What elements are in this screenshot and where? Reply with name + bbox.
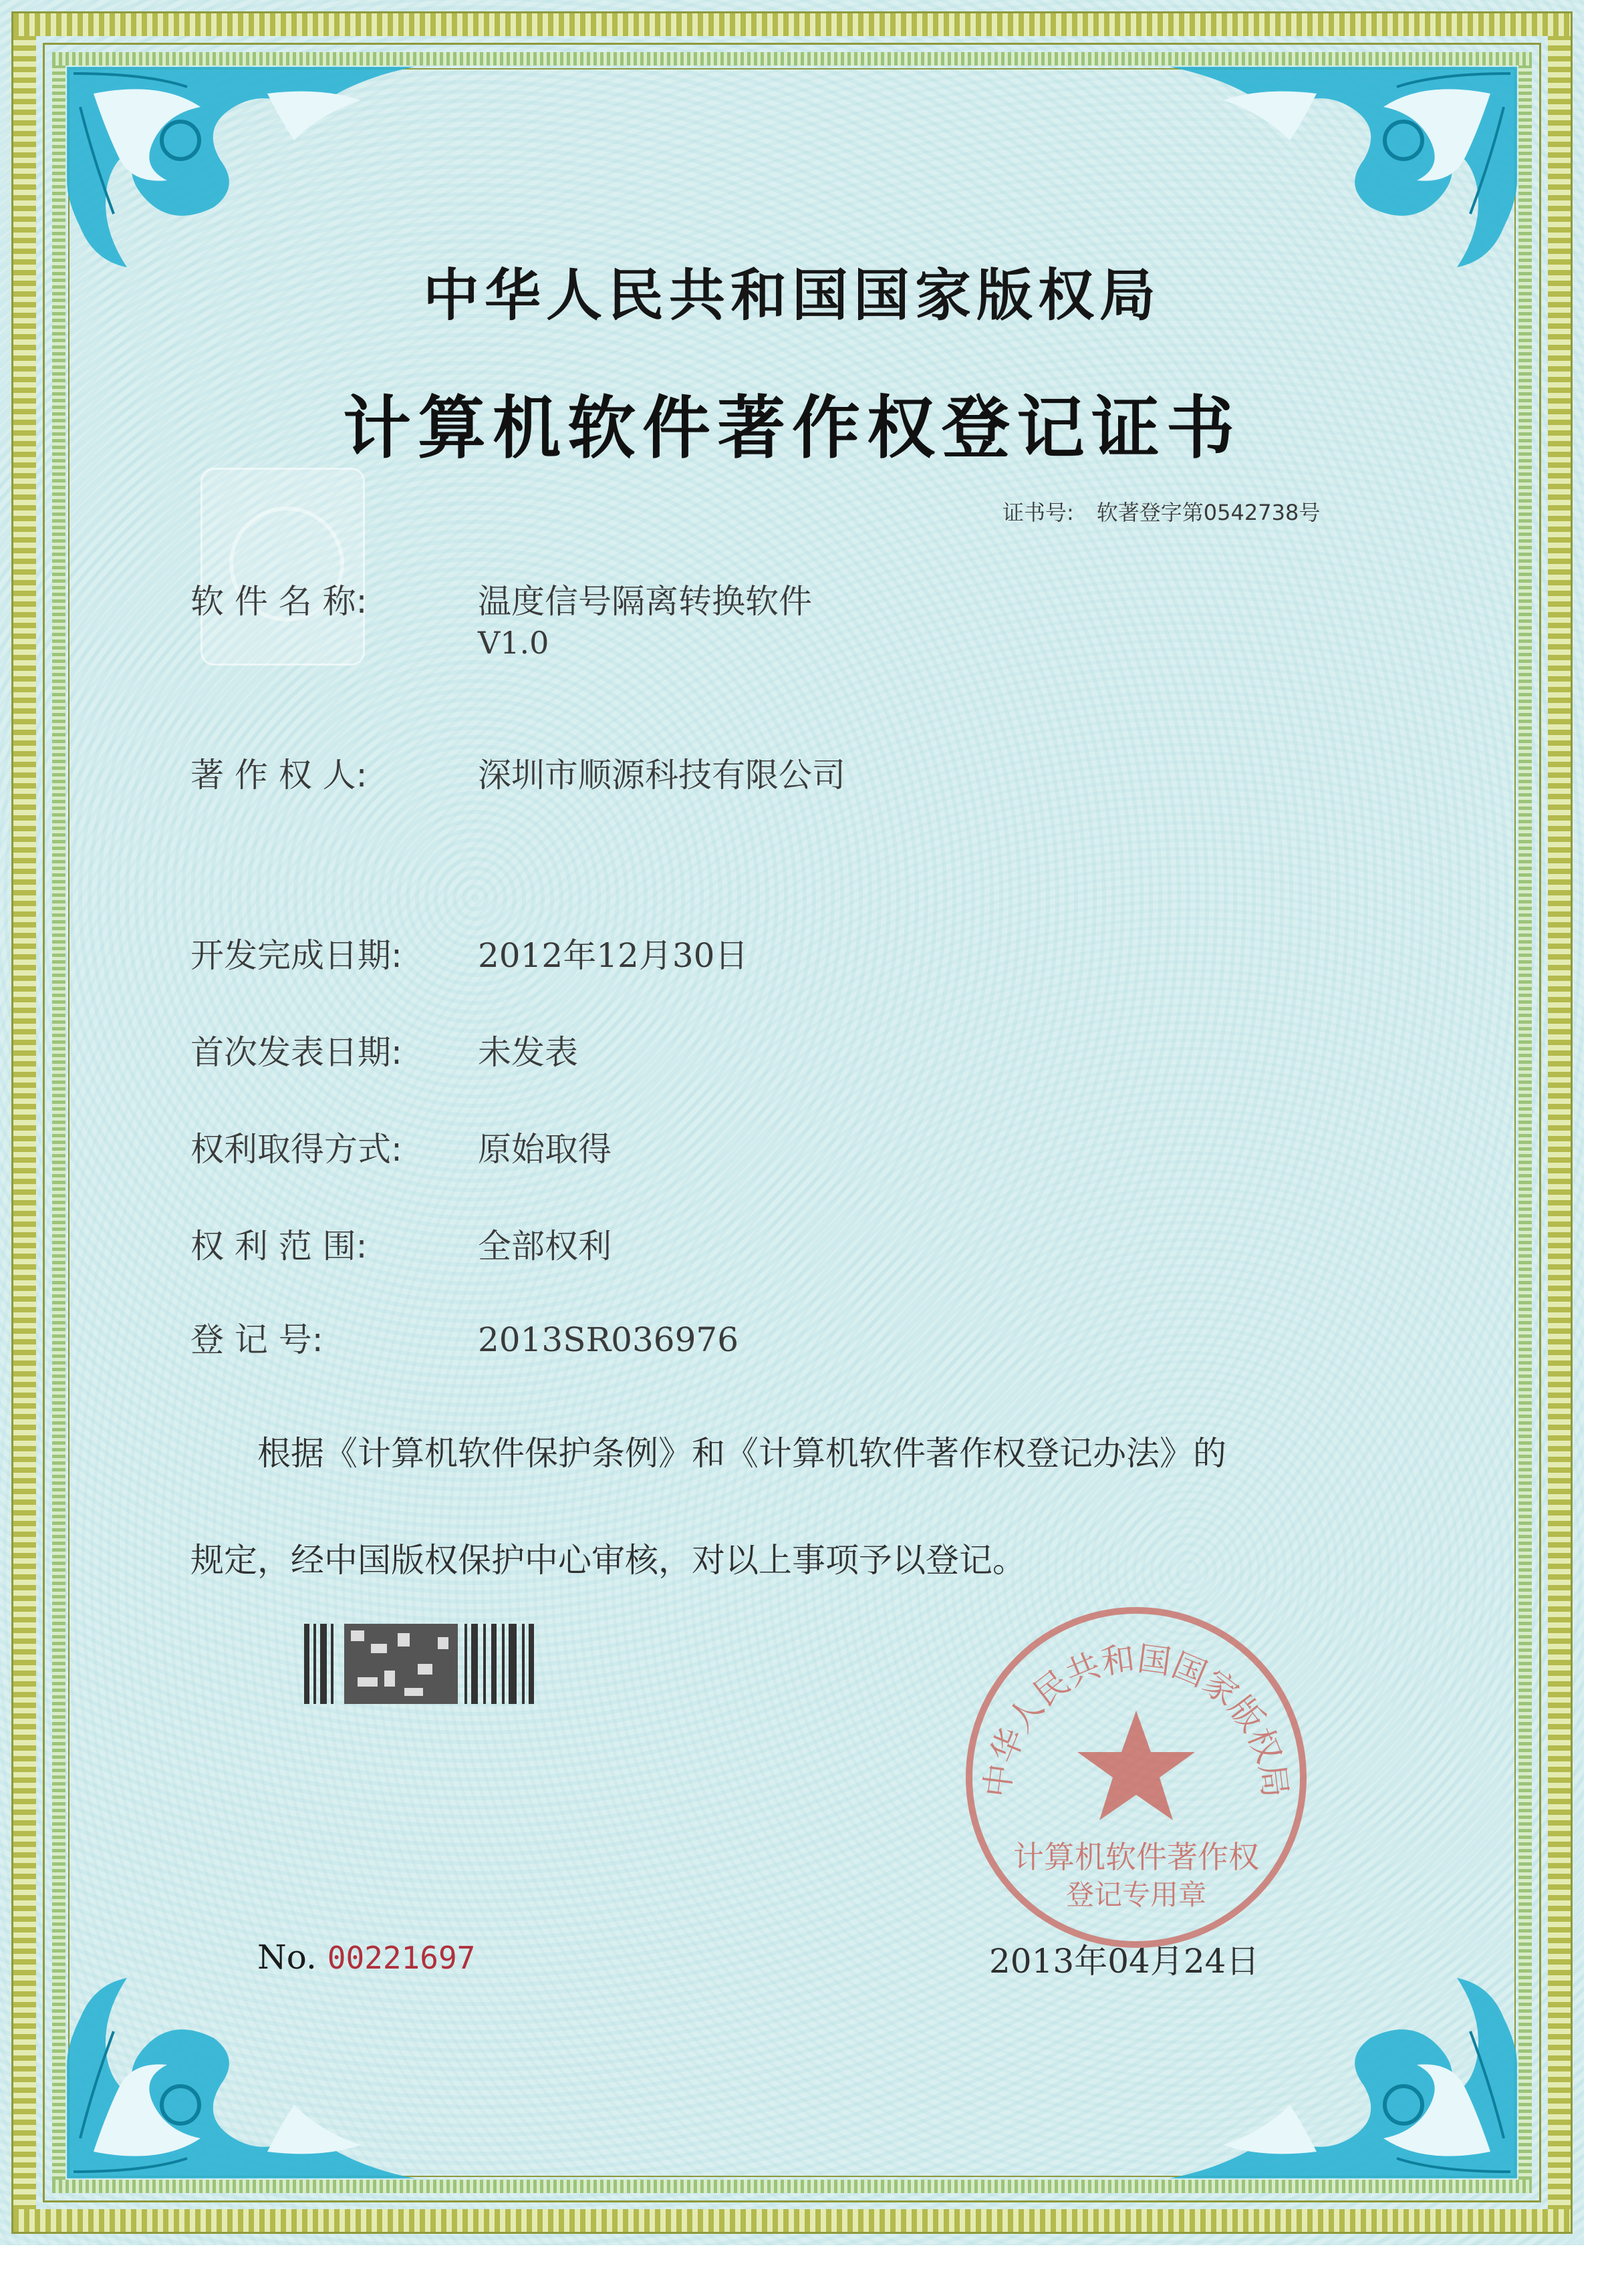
- serial-number-label: No.: [257, 1938, 317, 1977]
- acquire-method-label: 权利取得方式:: [190, 1130, 402, 1169]
- seal-ring-text: 中华人民共和国国家版权局: [977, 1638, 1295, 1800]
- scope-value: 全部权利: [478, 1227, 612, 1266]
- reg-number-label: 登 记 号:: [190, 1320, 323, 1359]
- dev-date-value: 2012年12月30日: [478, 936, 749, 975]
- owner-label: 著 作 权 人:: [190, 756, 368, 795]
- official-seal: [956, 1597, 1317, 1958]
- publish-date-row: [190, 1026, 578, 1074]
- reg-number-value: 2013SR036976: [478, 1320, 739, 1359]
- scope-row: [190, 1219, 612, 1268]
- acquire-method-value: 原始取得: [478, 1130, 612, 1169]
- owner-value: 深圳市顺源科技有限公司: [478, 756, 845, 795]
- dev-date-row: [190, 929, 749, 977]
- owner-row: [190, 748, 845, 797]
- statement-line-1: 根据《计算机软件保护条例》和《计算机软件著作权登记办法》的: [257, 1434, 1226, 1473]
- certificate-number-label: 证书号:: [1002, 500, 1074, 525]
- scope-label: 权 利 范 围:: [190, 1227, 368, 1266]
- reg-number-row: [190, 1313, 739, 1361]
- software-name-row: [190, 575, 812, 623]
- software-version: V1.0: [478, 625, 549, 661]
- barcode-icon: [304, 1624, 535, 1704]
- star-icon: [1077, 1711, 1195, 1820]
- dev-date-label: 开发完成日期:: [190, 936, 402, 975]
- issue-date: 2013年04月24日: [989, 1942, 1260, 1981]
- statement-line-2: 规定，经中国版权保护中心审核，对以上事项予以登记。: [190, 1541, 1026, 1580]
- embossed-stamp: [200, 468, 365, 666]
- software-name-value: 温度信号隔离转换软件: [478, 582, 812, 621]
- software-name-label: 软 件 名 称:: [190, 582, 368, 621]
- acquire-method-row: [190, 1123, 612, 1171]
- certificate-title: 计算机软件著作权登记证书: [343, 388, 1241, 468]
- publish-date-label: 首次发表日期:: [190, 1033, 402, 1072]
- publish-date-value: 未发表: [478, 1033, 578, 1072]
- seal-inner-line-2: 登记专用章: [1065, 1878, 1207, 1911]
- serial-number: [257, 1938, 475, 1977]
- certificate-number: [1002, 496, 1320, 527]
- issuing-authority: 中华人民共和国国家版权局: [422, 263, 1161, 328]
- certificate-number-value: 软著登字第0542738号: [1096, 500, 1321, 525]
- seal-inner-line-1: 计算机软件著作权: [1013, 1839, 1259, 1875]
- serial-number-value: 00221697: [327, 1940, 476, 1976]
